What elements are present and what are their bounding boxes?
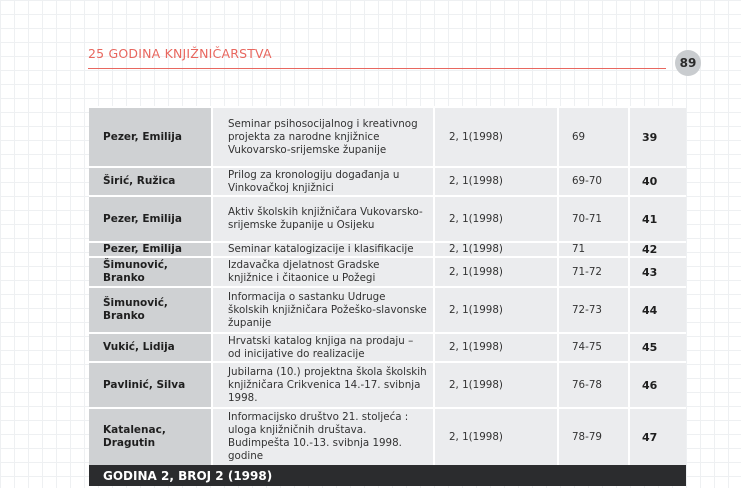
table-row	[89, 333, 686, 362]
author-cell: Šimunović, Branko	[89, 287, 212, 333]
author-cell: Šimunović, Branko	[89, 257, 212, 287]
entry-number-cell: 41	[629, 196, 686, 242]
pages-cell: 70-71	[558, 196, 629, 242]
issue-cell: 2, 1(1998)	[434, 167, 558, 196]
title-cell: Aktiv školskih knjižničara Vukovarsko-srijemske županije u Osijeku	[212, 196, 434, 242]
title-cell: Hrvatski katalog knjiga na prodaju – od inicijative do realizacije	[212, 333, 434, 362]
entry-number-cell: 39	[629, 107, 686, 167]
issue-cell: 2, 1(1998)	[434, 107, 558, 167]
table-row	[89, 287, 686, 333]
page-number-badge: 89	[675, 50, 701, 76]
author-cell: Vukić, Lidija	[89, 333, 212, 362]
bibliography-table-wrap	[89, 106, 686, 465]
author-cell: Katalenac, Dragutin	[89, 408, 212, 465]
running-header-title: 25 GODINA KNJIŽNIČARSTVA	[88, 46, 272, 61]
title-cell: Seminar psihosocijalnog i kreativnog projekta za narodne knjižnice Vukovarsko-srijemske županije	[212, 107, 434, 167]
author-cell: Širić, Ružica	[89, 167, 212, 196]
issue-cell: 2, 1(1998)	[434, 362, 558, 408]
table-row	[89, 242, 686, 257]
pages-cell: 69	[558, 107, 629, 167]
entry-number-cell: 43	[629, 257, 686, 287]
author-cell: Pezer, Emilija	[89, 242, 212, 257]
author-cell: Pezer, Emilija	[89, 107, 212, 167]
title-cell: Jubilarna (10.) projektna škola školskih knjižničara Crikvenica 14.-17. svibnja 1998.	[212, 362, 434, 408]
table-row	[89, 196, 686, 242]
pages-cell: 71	[558, 242, 629, 257]
entry-number-cell: 42	[629, 242, 686, 257]
author-cell: Pavlinić, Silva	[89, 362, 212, 408]
issue-cell: 2, 1(1998)	[434, 287, 558, 333]
entry-number-cell: 40	[629, 167, 686, 196]
pages-cell: 71-72	[558, 257, 629, 287]
entry-number-cell: 47	[629, 408, 686, 465]
entry-number-cell: 46	[629, 362, 686, 408]
table-row	[89, 257, 686, 287]
title-cell: Seminar katalogizacije i klasifikacije	[212, 242, 434, 257]
table-row	[89, 167, 686, 196]
pages-cell: 72-73	[558, 287, 629, 333]
section-heading-bar: GODINA 2, BROJ 2 (1998)	[89, 465, 686, 486]
pages-cell: 78-79	[558, 408, 629, 465]
pages-cell: 69-70	[558, 167, 629, 196]
entry-number-cell: 45	[629, 333, 686, 362]
header-rule	[88, 68, 666, 69]
table-row	[89, 362, 686, 408]
issue-cell: 2, 1(1998)	[434, 408, 558, 465]
table-row	[89, 107, 686, 167]
title-cell: Prilog za kronologiju događanja u Vinkovačkoj knjižnici	[212, 167, 434, 196]
issue-cell: 2, 1(1998)	[434, 196, 558, 242]
pages-cell: 74-75	[558, 333, 629, 362]
bibliography-table	[89, 106, 686, 465]
pages-cell: 76-78	[558, 362, 629, 408]
title-cell: Informacija o sastanku Udruge školskih knjižničara Požeško-slavonske županije	[212, 287, 434, 333]
table-row	[89, 408, 686, 465]
issue-cell: 2, 1(1998)	[434, 333, 558, 362]
issue-cell: 2, 1(1998)	[434, 257, 558, 287]
title-cell: Informacijsko društvo 21. stoljeća : uloga knjižničnih društava. Budimpešta 10.-13. svibnja 1998. godine	[212, 408, 434, 465]
entry-number-cell: 44	[629, 287, 686, 333]
title-cell: Izdavačka djelatnost Gradske knjižnice i čitaonice u Požegi	[212, 257, 434, 287]
author-cell: Pezer, Emilija	[89, 196, 212, 242]
issue-cell: 2, 1(1998)	[434, 242, 558, 257]
